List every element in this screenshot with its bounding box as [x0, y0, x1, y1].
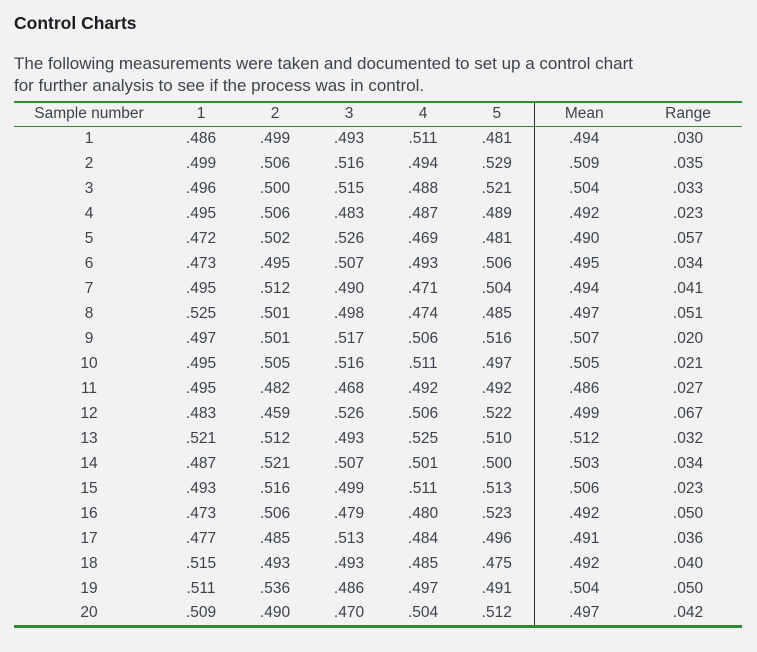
measurement-cell-5: .497: [481, 354, 512, 372]
measurement-cell-5: .504: [481, 279, 512, 297]
measurement-cell-4: .511: [408, 129, 438, 147]
sample-number-cell: 12: [80, 404, 98, 422]
table-row: [14, 376, 742, 401]
sample-number-cell: 6: [84, 254, 94, 272]
measurement-cell-4: .471: [407, 279, 439, 297]
measurement-cell-4: .511: [408, 479, 438, 497]
measurement-cell-4: .501: [407, 454, 439, 472]
mean-cell: .497: [534, 601, 634, 626]
measurement-cell-5: .506: [481, 254, 512, 272]
table-row: [14, 401, 742, 426]
mean-cell: .490: [534, 226, 634, 251]
measurement-cell-1: .487: [185, 454, 217, 472]
measurement-cell-1: .472: [185, 229, 217, 247]
column-header-3: 3: [344, 105, 354, 123]
measurement-cell-4: .506: [407, 404, 439, 422]
measurement-cell-2: .512: [259, 279, 291, 297]
measurement-cell-1: .497: [185, 329, 217, 347]
measurement-cell-1: .473: [185, 504, 217, 522]
measurement-cell-1: .521: [185, 429, 217, 447]
measurement-cell-2: .506: [259, 504, 291, 522]
measurement-cell-2: .501: [259, 304, 291, 322]
measurement-cell-3: .479: [333, 504, 365, 522]
measurement-cell-5: .522: [481, 404, 512, 422]
table-row: [14, 551, 742, 576]
measurement-cell-2: .516: [259, 479, 291, 497]
measurement-cell-5: .489: [481, 204, 512, 222]
measurement-cell-2: .490: [259, 603, 291, 621]
range-cell: .057: [672, 229, 704, 247]
column-header-1: 1: [196, 105, 206, 123]
mean-cell: .504: [534, 176, 634, 201]
measurement-cell-4: .469: [407, 229, 439, 247]
measurement-cell-1: .483: [185, 404, 217, 422]
table-row: [14, 326, 742, 351]
table-body: [14, 126, 742, 626]
measurement-cell-4: .485: [407, 554, 439, 572]
measurement-cell-2: .521: [259, 454, 291, 472]
measurement-cell-3: .507: [333, 254, 365, 272]
mean-cell: .506: [534, 476, 634, 501]
measurement-cell-3: .468: [333, 379, 365, 397]
table-row: [14, 226, 742, 251]
measurement-cell-1: .495: [185, 354, 217, 372]
table-header-row: [14, 102, 742, 126]
sample-number-cell: 14: [80, 454, 98, 472]
measurement-cell-5: .521: [481, 179, 512, 197]
measurement-cell-2: .512: [259, 429, 291, 447]
table-row: [14, 201, 742, 226]
measurement-cell-4: .480: [407, 504, 439, 522]
sample-number-cell: 8: [84, 304, 94, 322]
sample-number-cell: 15: [80, 479, 98, 497]
measurement-cell-3: .483: [333, 204, 365, 222]
table-row: [14, 126, 742, 151]
range-cell: .032: [672, 429, 704, 447]
range-cell: .027: [672, 379, 704, 397]
sample-number-cell: 19: [80, 579, 98, 597]
sample-number-cell: 2: [84, 154, 94, 172]
column-header-4: 4: [418, 105, 428, 123]
measurement-cell-5: .485: [481, 304, 512, 322]
sample-number-cell: 20: [80, 603, 98, 621]
measurement-cell-5: .475: [481, 554, 512, 572]
range-cell: .051: [672, 304, 704, 322]
measurement-cell-5: .510: [481, 429, 512, 447]
measurement-cell-4: .487: [407, 204, 439, 222]
range-cell: .036: [672, 529, 704, 547]
range-cell: .035: [672, 154, 704, 172]
measurement-cell-1: .495: [185, 204, 217, 222]
measurement-cell-3: .526: [333, 404, 365, 422]
measurement-cell-1: .515: [185, 554, 217, 572]
measurement-cell-1: .486: [185, 129, 217, 147]
mean-cell: .512: [534, 426, 634, 451]
mean-cell: .494: [534, 276, 634, 301]
range-cell: .050: [672, 504, 704, 522]
measurement-cell-5: .523: [481, 504, 512, 522]
measurement-cell-4: .494: [407, 154, 439, 172]
sample-number-cell: 18: [80, 554, 98, 572]
measurement-cell-5: .481: [481, 229, 512, 247]
measurement-cell-1: .509: [185, 603, 217, 621]
measurement-cell-3: .486: [333, 579, 365, 597]
measurement-cell-3: .470: [333, 603, 365, 621]
range-cell: .067: [672, 404, 704, 422]
sample-number-cell: 4: [84, 204, 94, 222]
page-title: Control Charts: [14, 13, 137, 33]
measurement-cell-4: .474: [407, 304, 439, 322]
column-header-5: 5: [492, 105, 502, 123]
measurement-cell-1: .495: [185, 279, 217, 297]
table-row: [14, 276, 742, 301]
sample-number-cell: 5: [84, 229, 94, 247]
measurement-cell-3: .516: [333, 354, 365, 372]
measurement-cell-2: .506: [259, 204, 291, 222]
measurement-cell-4: .492: [407, 379, 439, 397]
column-header-2: 2: [270, 105, 280, 123]
range-cell: .020: [672, 329, 704, 347]
intro-line-1: The following measurements were taken and documented to set up a control chart: [14, 54, 633, 73]
measurement-cell-2: .501: [259, 329, 291, 347]
range-cell: .040: [672, 554, 704, 572]
sample-number-cell: 10: [80, 354, 98, 372]
measurement-cell-4: .525: [407, 429, 439, 447]
measurement-cell-1: .477: [185, 529, 217, 547]
column-header-mean: Mean: [534, 102, 634, 126]
sample-number-cell: 11: [80, 379, 98, 397]
measurement-cell-3: .499: [333, 479, 365, 497]
measurement-cell-2: .502: [259, 229, 291, 247]
range-cell: .050: [672, 579, 704, 597]
measurement-cell-3: .493: [333, 429, 365, 447]
range-cell: .041: [672, 279, 704, 297]
measurement-cell-5: .481: [481, 129, 512, 147]
table-row: [14, 426, 742, 451]
measurement-cell-3: .526: [333, 229, 365, 247]
measurement-cell-2: .459: [259, 404, 291, 422]
measurement-cell-4: .504: [407, 603, 439, 621]
measurement-cell-4: .506: [407, 329, 439, 347]
mean-cell: .491: [534, 526, 634, 551]
sample-number-cell: 16: [80, 504, 98, 522]
measurement-cell-4: .497: [407, 579, 439, 597]
range-cell: .033: [672, 179, 704, 197]
mean-cell: .492: [534, 201, 634, 226]
measurement-cell-3: .513: [333, 529, 365, 547]
sample-number-cell: 3: [84, 179, 94, 197]
measurement-cell-5: .529: [481, 154, 512, 172]
measurement-cell-5: .512: [481, 603, 512, 621]
measurement-cell-2: .495: [259, 254, 291, 272]
mean-cell: .499: [534, 401, 634, 426]
mean-cell: .503: [534, 451, 634, 476]
table-row: [14, 251, 742, 276]
measurement-cell-2: .499: [259, 129, 291, 147]
range-cell: .021: [672, 354, 704, 372]
measurement-cell-1: .495: [185, 379, 217, 397]
mean-cell: .492: [534, 551, 634, 576]
measurement-cell-3: .517: [333, 329, 365, 347]
measurement-cell-2: .493: [259, 554, 291, 572]
measurements-table: [14, 101, 742, 628]
measurement-cell-1: .493: [185, 479, 217, 497]
table-row: [14, 176, 742, 201]
mean-cell: .486: [534, 376, 634, 401]
range-cell: .034: [672, 254, 704, 272]
measurement-cell-2: .485: [259, 529, 291, 547]
sample-number-cell: 9: [84, 329, 94, 347]
measurement-cell-3: .493: [333, 129, 365, 147]
measurement-cell-1: .525: [185, 304, 217, 322]
column-header-range: Range: [665, 105, 711, 123]
column-header-sample-number: Sample number: [34, 105, 144, 123]
table-row: [14, 151, 742, 176]
sample-number-cell: 13: [80, 429, 98, 447]
mean-cell: .497: [534, 301, 634, 326]
measurement-cell-4: .484: [407, 529, 439, 547]
table-row: [14, 501, 742, 526]
measurement-cell-2: .506: [259, 154, 291, 172]
table-row: [14, 601, 742, 626]
range-cell: .030: [672, 129, 704, 147]
measurement-cell-5: .516: [481, 329, 512, 347]
measurement-cell-1: .473: [185, 254, 217, 272]
table-row: [14, 476, 742, 501]
measurement-cell-5: .492: [481, 379, 512, 397]
range-cell: .042: [672, 603, 704, 621]
measurement-cell-5: .513: [481, 479, 512, 497]
table-row: [14, 351, 742, 376]
measurement-cell-4: .488: [407, 179, 439, 197]
measurement-cell-5: .500: [481, 454, 512, 472]
intro-paragraph: [14, 53, 743, 97]
sample-number-cell: 7: [84, 279, 94, 297]
mean-cell: .507: [534, 326, 634, 351]
measurement-cell-1: .499: [185, 154, 217, 172]
measurement-cell-1: .511: [186, 579, 216, 597]
table-row: [14, 451, 742, 476]
intro-line-2: for further analysis to see if the process was in control.: [14, 76, 425, 95]
measurement-cell-4: .511: [408, 354, 438, 372]
table-row: [14, 301, 742, 326]
table-row: [14, 526, 742, 551]
mean-cell: .504: [534, 576, 634, 601]
measurement-cell-5: .491: [481, 579, 512, 597]
measurement-cell-2: .500: [259, 179, 291, 197]
range-cell: .023: [672, 204, 704, 222]
table-row: [14, 576, 742, 601]
mean-cell: .492: [534, 501, 634, 526]
range-cell: .034: [672, 454, 704, 472]
measurement-cell-3: .490: [333, 279, 365, 297]
measurement-cell-5: .496: [481, 529, 512, 547]
measurement-cell-3: .515: [333, 179, 365, 197]
sample-number-cell: 1: [84, 129, 94, 147]
measurement-cell-3: .516: [333, 154, 365, 172]
measurement-cell-3: .507: [333, 454, 365, 472]
measurement-cell-3: .493: [333, 554, 365, 572]
sample-number-cell: 17: [80, 529, 98, 547]
measurement-cell-3: .498: [333, 304, 365, 322]
mean-cell: .505: [534, 351, 634, 376]
mean-cell: .509: [534, 151, 634, 176]
measurement-cell-2: .536: [259, 579, 291, 597]
range-cell: .023: [672, 479, 704, 497]
mean-cell: .494: [534, 126, 634, 151]
measurement-cell-2: .482: [259, 379, 291, 397]
measurement-cell-4: .493: [407, 254, 439, 272]
measurement-cell-1: .496: [185, 179, 217, 197]
measurement-cell-2: .505: [259, 354, 291, 372]
mean-cell: .495: [534, 251, 634, 276]
